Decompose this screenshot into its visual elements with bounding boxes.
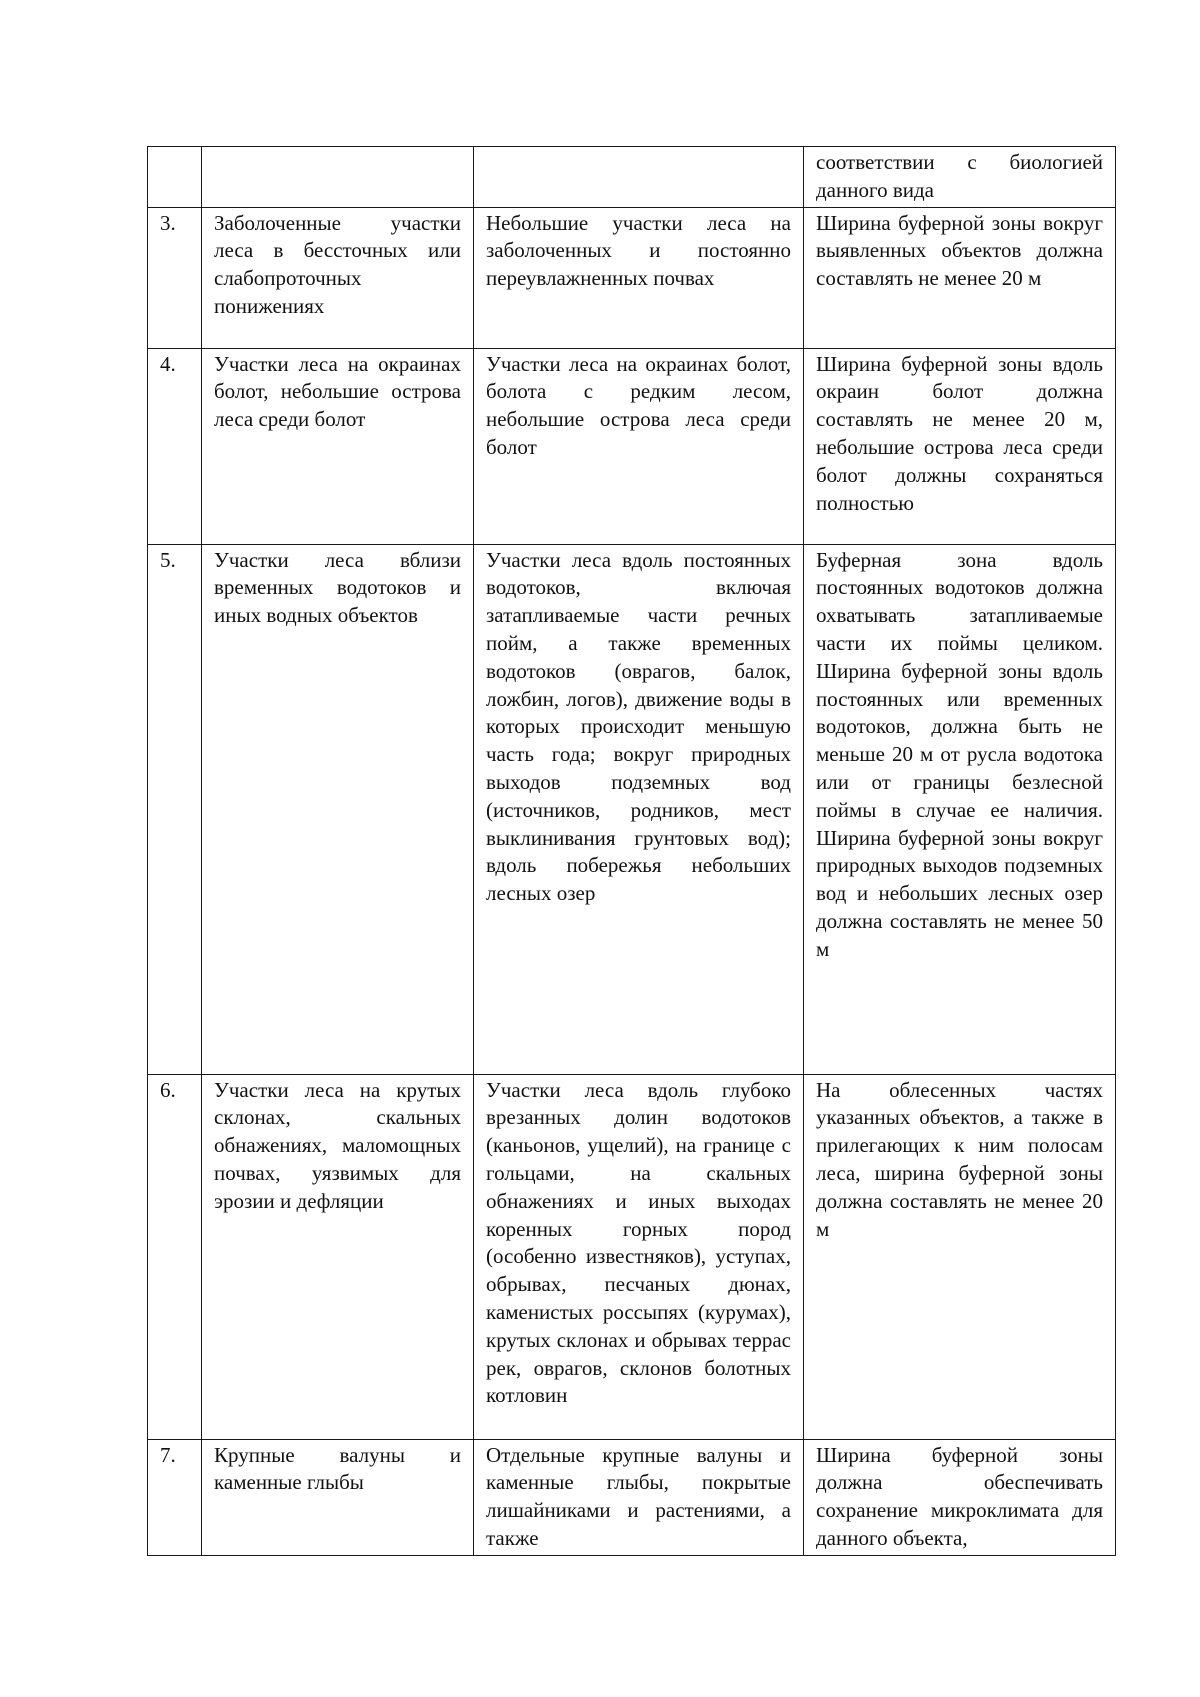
- table-row: [148, 1439, 1116, 1555]
- object-description: Небольшие участки леса на заболоченных и постоянно переувлажненных почвах: [474, 207, 804, 348]
- object-name: Участки леса на окраинах болот, небольшие острова леса среди болот: [202, 348, 474, 544]
- buffer-zone-requirement: соответствии с биологией данного вида: [804, 147, 1116, 208]
- table-row: [148, 147, 1116, 208]
- object-name: Крупные валуны и каменные глыбы: [202, 1439, 474, 1555]
- row-number: 7.: [148, 1439, 202, 1555]
- table-row: [148, 544, 1116, 1074]
- row-number: 5.: [148, 544, 202, 1074]
- table-row: [148, 207, 1116, 348]
- buffer-zone-requirement: На облесенных частях указанных объектов, а также в прилегающих к ним полосам леса, ширина буферной зоны должна составлять не менее 20 м: [804, 1074, 1116, 1439]
- object-description: Участки леса вдоль глубоко врезанных долин водотоков (каньонов, ущелий), на границе с гольцами, на скальных обнажениях и иных выходах коренных горных пород (особенно известняков), уступах, обрывах, песчаных дюнах, каменистых россыпях (курумах), крутых склонах и обрывах террас рек, оврагов, склонов болотных котловин: [474, 1074, 804, 1439]
- row-number: 4.: [148, 348, 202, 544]
- row-number: [148, 147, 202, 208]
- buffer-zone-requirement: Ширина буферной зоны вокруг выявленных объектов должна составлять не менее 20 м: [804, 207, 1116, 348]
- buffer-zone-requirement: Ширина буферной зоны должна обеспечивать сохранение микроклимата для данного объекта,: [804, 1439, 1116, 1555]
- buffer-zone-table: [147, 146, 1116, 1556]
- object-name: [202, 147, 474, 208]
- object-description: Отдельные крупные валуны и каменные глыбы, покрытые лишайниками и растениями, а также: [474, 1439, 804, 1555]
- table-row: [148, 1074, 1116, 1439]
- row-number: 3.: [148, 207, 202, 348]
- object-description: Участки леса вдоль постоянных водотоков, включая затапливаемые части речных пойм, а также временных водотоков (оврагов, балок, ложбин, логов), движение воды в которых происходит меньшую часть года; вокруг природных выходов подземных вод (источников, родников, мест выклинивания грунтовых вод); вдоль побережья небольших лесных озер: [474, 544, 804, 1074]
- object-description: [474, 147, 804, 208]
- buffer-zone-requirement: Буферная зона вдоль постоянных водотоков должна охватывать затапливаемые части их поймы целиком. Ширина буферной зоны вдоль постоянных или временных водотоков, должна быть не меньше 20 м от русла водотока или от границы безлесной поймы в случае ее наличия. Ширина буферной зоны вокруг природных выходов подземных вод и небольших лесных озер должна составлять не менее 50 м: [804, 544, 1116, 1074]
- object-name: Участки леса вблизи временных водотоков и иных водных объектов: [202, 544, 474, 1074]
- row-number: 6.: [148, 1074, 202, 1439]
- table-row: [148, 348, 1116, 544]
- buffer-zone-requirement: Ширина буферной зоны вдоль окраин болот должна составлять не менее 20 м, небольшие острова леса среди болот должны сохраняться полностью: [804, 348, 1116, 544]
- object-description: Участки леса на окраинах болот, болота с редким лесом, небольшие острова леса среди болот: [474, 348, 804, 544]
- object-name: Участки леса на крутых склонах, скальных обнажениях, маломощных почвах, уязвимых для эрозии и дефляции: [202, 1074, 474, 1439]
- object-name: Заболоченные участки леса в бессточных или слабопроточных понижениях: [202, 207, 474, 348]
